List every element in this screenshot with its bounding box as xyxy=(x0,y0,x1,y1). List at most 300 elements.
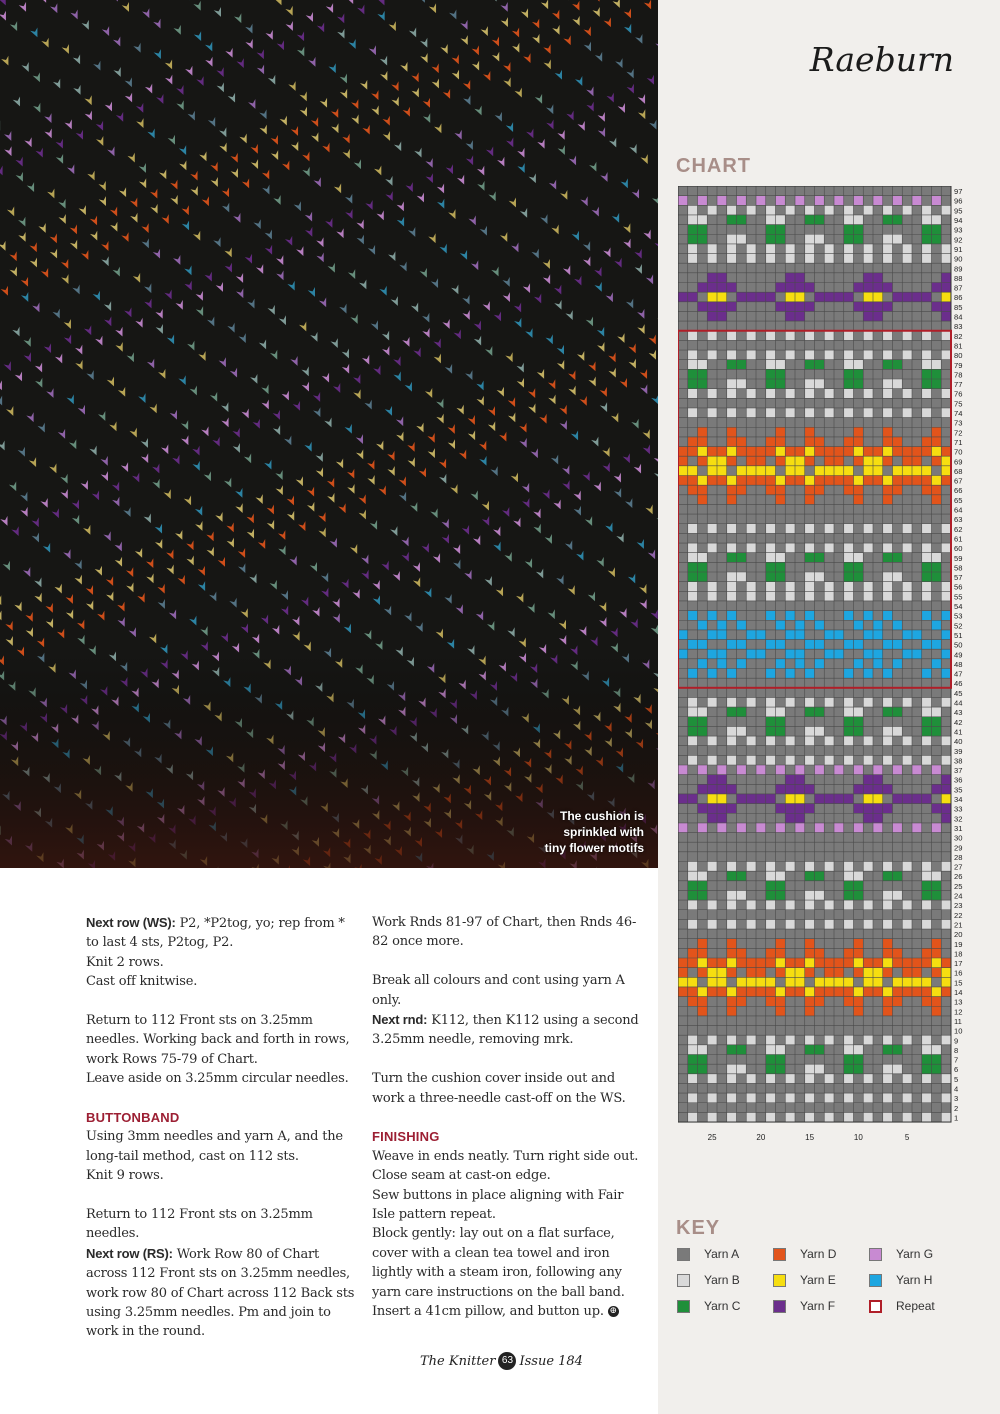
chart-cell xyxy=(922,524,932,534)
chart-cell xyxy=(737,292,747,302)
chart-cell xyxy=(727,553,737,563)
chart-cell xyxy=(932,881,942,891)
chart-cell xyxy=(854,948,864,958)
chart-cell xyxy=(717,775,727,785)
chart-cell xyxy=(932,804,942,814)
chart-cell xyxy=(873,311,883,321)
chart-cell xyxy=(932,640,942,650)
chart-cell xyxy=(698,379,708,389)
chart-cell xyxy=(883,726,893,736)
chart-cell xyxy=(727,215,737,225)
row-number: 86 xyxy=(954,293,963,303)
chart-cell xyxy=(922,582,932,592)
chart-cell xyxy=(863,977,873,987)
chart-cell xyxy=(824,331,834,341)
chart-cell xyxy=(815,447,825,457)
chart-cell xyxy=(854,456,864,466)
chart-cell xyxy=(912,466,922,476)
chart-cell xyxy=(883,611,893,621)
chart-cell xyxy=(883,958,893,968)
chart-cell xyxy=(688,919,698,929)
chart-cell xyxy=(737,997,747,1007)
chart-cell xyxy=(746,466,756,476)
issue-number: Issue 184 xyxy=(519,1353,583,1369)
chart-cell xyxy=(805,476,815,486)
chart-cell xyxy=(746,543,756,553)
chart-cell xyxy=(795,447,805,457)
chart-cell xyxy=(815,890,825,900)
chart-cell xyxy=(688,331,698,341)
chart-cell xyxy=(805,524,815,534)
chart-cell xyxy=(844,669,854,679)
chart-cell xyxy=(766,1093,776,1103)
chart-cell xyxy=(727,640,737,650)
chart-cell xyxy=(824,476,834,486)
chart-cell xyxy=(698,495,708,505)
chart-cell xyxy=(873,813,883,823)
chart-cell xyxy=(883,234,893,244)
chart-cell xyxy=(795,466,805,476)
chart-cell xyxy=(678,958,688,968)
chart-cell xyxy=(737,553,747,563)
chart-cell xyxy=(727,1112,737,1122)
chart-cell xyxy=(844,331,854,341)
chart-cell xyxy=(922,205,932,215)
chart-cell xyxy=(922,736,932,746)
chart-cell xyxy=(688,254,698,264)
chart-cell xyxy=(932,1045,942,1055)
chart-cell xyxy=(824,254,834,264)
chart-cell xyxy=(756,765,766,775)
chart-cell xyxy=(863,292,873,302)
chart-cell xyxy=(766,1112,776,1122)
chart-cell xyxy=(922,543,932,553)
chart-cell xyxy=(863,611,873,621)
row-number: 65 xyxy=(954,495,963,505)
chart-cell xyxy=(707,804,717,814)
chart-cell xyxy=(883,408,893,418)
chart-cell xyxy=(883,900,893,910)
chart-cell xyxy=(815,553,825,563)
chart-cell xyxy=(854,958,864,968)
row-number: 97 xyxy=(954,187,963,197)
chart-cell xyxy=(766,717,776,727)
chart-cell xyxy=(746,755,756,765)
chart-cell xyxy=(893,659,903,669)
chart-cell xyxy=(805,871,815,881)
chart-cell xyxy=(688,379,698,389)
chart-cell xyxy=(766,408,776,418)
chart-cell xyxy=(678,649,688,659)
chart-cell xyxy=(678,292,688,302)
chart-cell xyxy=(941,784,951,794)
chart-cell xyxy=(727,862,737,872)
chart-cell xyxy=(805,804,815,814)
chart-cell xyxy=(844,562,854,572)
chart-cell xyxy=(873,958,883,968)
chart-cell xyxy=(717,302,727,312)
chart-cell xyxy=(873,447,883,457)
chart-cell xyxy=(854,1064,864,1074)
chart-cell xyxy=(766,476,776,486)
chart-cell xyxy=(844,447,854,457)
chart-cell xyxy=(688,476,698,486)
chart-cell xyxy=(766,987,776,997)
chart-cell xyxy=(785,630,795,640)
chart-cell xyxy=(805,360,815,370)
chart-cell xyxy=(756,196,766,206)
chart-cell xyxy=(727,890,737,900)
chart-cell xyxy=(941,331,951,341)
chart-cell xyxy=(844,958,854,968)
chart-cell xyxy=(844,755,854,765)
chart-cell xyxy=(678,456,688,466)
chart-cell xyxy=(883,669,893,679)
chart-cell xyxy=(912,649,922,659)
chart-cell xyxy=(688,1093,698,1103)
chart-cell xyxy=(941,1074,951,1084)
chart-cell xyxy=(698,968,708,978)
chart-cell xyxy=(795,630,805,640)
row-number: 4 xyxy=(954,1084,959,1094)
chart-cell xyxy=(922,1045,932,1055)
row-number: 46 xyxy=(954,679,963,689)
chart-cell xyxy=(737,987,747,997)
chart-cell xyxy=(902,205,912,215)
chart-cell xyxy=(727,939,737,949)
chart-cell xyxy=(873,620,883,630)
row-number: 22 xyxy=(954,910,963,920)
chart-cell xyxy=(902,736,912,746)
chart-cell xyxy=(746,987,756,997)
chart-cell xyxy=(766,447,776,457)
chart-cell xyxy=(727,611,737,621)
chart-cell xyxy=(883,456,893,466)
chart-cell xyxy=(746,244,756,254)
chart-cell xyxy=(932,890,942,900)
photo-caption xyxy=(464,808,644,856)
chart-cell xyxy=(941,919,951,929)
chart-cell xyxy=(776,485,786,495)
chart-cell xyxy=(902,1093,912,1103)
chart-cell xyxy=(688,697,698,707)
color-swatch xyxy=(677,1274,690,1287)
chart-cell xyxy=(844,553,854,563)
chart-cell xyxy=(844,1074,854,1084)
chart-cell xyxy=(746,350,756,360)
chart-cell xyxy=(854,553,864,563)
chart-cell xyxy=(932,1064,942,1074)
column-label: 25 xyxy=(707,1133,717,1143)
chart-cell xyxy=(854,717,864,727)
chart-cell xyxy=(893,948,903,958)
chart-cell xyxy=(902,958,912,968)
chart-cell xyxy=(698,640,708,650)
chart-cell xyxy=(707,649,717,659)
chart-cell xyxy=(912,765,922,775)
chart-cell xyxy=(727,669,737,679)
chart-cell xyxy=(776,476,786,486)
chart-cell xyxy=(785,476,795,486)
key-label: Yarn A xyxy=(704,1247,740,1261)
chart-cell xyxy=(776,726,786,736)
chart-cell xyxy=(854,784,864,794)
chart-cell xyxy=(932,659,942,669)
chart-cell xyxy=(795,775,805,785)
chart-cell xyxy=(893,466,903,476)
chart-cell xyxy=(883,283,893,293)
chart-cell xyxy=(893,234,903,244)
chart-cell xyxy=(863,254,873,264)
chart-cell xyxy=(902,977,912,987)
chart-cell xyxy=(893,987,903,997)
chart-cell xyxy=(766,958,776,968)
chart-cell xyxy=(766,1064,776,1074)
chart-cell xyxy=(727,572,737,582)
key-label: Yarn B xyxy=(704,1273,740,1287)
chart-cell xyxy=(805,726,815,736)
chart-cell xyxy=(854,302,864,312)
chart-cell xyxy=(834,292,844,302)
chart-cell xyxy=(844,292,854,302)
chart-cell xyxy=(717,311,727,321)
chart-cell xyxy=(805,408,815,418)
row-number: 60 xyxy=(954,544,963,554)
chart-cell xyxy=(922,611,932,621)
chart-cell xyxy=(922,948,932,958)
chart-cell xyxy=(785,697,795,707)
chart-cell xyxy=(805,669,815,679)
chart-cell xyxy=(766,360,776,370)
chart-cell xyxy=(805,1035,815,1045)
chart-cell xyxy=(854,1055,864,1065)
row-number: 73 xyxy=(954,418,963,428)
chart-cell xyxy=(941,900,951,910)
chart-cell xyxy=(707,311,717,321)
pattern-title: Raeburn xyxy=(809,40,954,79)
chart-cell xyxy=(854,987,864,997)
chart-cell xyxy=(815,215,825,225)
chart-cell xyxy=(922,254,932,264)
chart-cell xyxy=(922,717,932,727)
row-number: 30 xyxy=(954,833,963,843)
row-number: 34 xyxy=(954,795,963,804)
row-number: 84 xyxy=(954,312,963,322)
chart-cell xyxy=(922,466,932,476)
chart-cell xyxy=(941,292,951,302)
chart-cell xyxy=(893,823,903,833)
chart-cell xyxy=(824,389,834,399)
chart-cell xyxy=(698,572,708,582)
chart-cell xyxy=(941,736,951,746)
chart-cell xyxy=(688,611,698,621)
chart-cell xyxy=(727,485,737,495)
row-number: 13 xyxy=(954,997,963,1007)
row-number: 67 xyxy=(954,476,963,486)
chart-heading: CHART xyxy=(676,155,751,177)
chart-cell xyxy=(766,524,776,534)
chart-cell xyxy=(756,456,766,466)
chart-cell xyxy=(824,968,834,978)
chart-cell xyxy=(727,997,737,1007)
column-label: 15 xyxy=(805,1133,815,1143)
chart-cell xyxy=(854,871,864,881)
chart-cell xyxy=(941,775,951,785)
chart-cell xyxy=(785,456,795,466)
chart-cell xyxy=(785,591,795,601)
chart-cell xyxy=(688,900,698,910)
chart-cell xyxy=(824,524,834,534)
chart-cell xyxy=(873,456,883,466)
chart-cell xyxy=(688,524,698,534)
chart-cell xyxy=(863,1074,873,1084)
chart-cell xyxy=(941,630,951,640)
chart-cell xyxy=(785,784,795,794)
chart-cell xyxy=(698,1045,708,1055)
chart-cell xyxy=(824,1093,834,1103)
chart-cell xyxy=(922,408,932,418)
chart-cell xyxy=(893,476,903,486)
row-number: 7 xyxy=(954,1055,959,1065)
chart-cell xyxy=(737,360,747,370)
chart-cell xyxy=(746,1093,756,1103)
chart-cell xyxy=(873,476,883,486)
chart-cell xyxy=(932,283,942,293)
chart-cell xyxy=(678,630,688,640)
chart-cell xyxy=(824,919,834,929)
chart-cell xyxy=(873,784,883,794)
key-heading: KEY xyxy=(676,1217,721,1239)
chart-cell xyxy=(844,1055,854,1065)
chart-cell xyxy=(766,997,776,1007)
chart-cell xyxy=(834,823,844,833)
chart-cell xyxy=(893,871,903,881)
chart-cell xyxy=(766,562,776,572)
chart-cell xyxy=(727,254,737,264)
chart-cell xyxy=(941,669,951,679)
chart-cell xyxy=(727,582,737,592)
chart-cell xyxy=(932,360,942,370)
chart-cell xyxy=(698,215,708,225)
chart-cell xyxy=(785,968,795,978)
chart-cell xyxy=(678,196,688,206)
chart-cell xyxy=(932,958,942,968)
chart-cell xyxy=(941,804,951,814)
chart-cell xyxy=(941,254,951,264)
chart-cell xyxy=(932,726,942,736)
chart-cell xyxy=(863,669,873,679)
chart-cell xyxy=(932,948,942,958)
chart-cell xyxy=(707,784,717,794)
chart-cell xyxy=(746,900,756,910)
chart-cell xyxy=(932,620,942,630)
chart-cell xyxy=(932,765,942,775)
chart-cell xyxy=(746,524,756,534)
instructions-left-column xyxy=(86,913,358,1361)
chart-cell xyxy=(883,968,893,978)
chart-cell xyxy=(766,977,776,987)
chart-cell xyxy=(873,196,883,206)
chart-cell xyxy=(707,292,717,302)
chart-cell xyxy=(863,205,873,215)
chart-cell xyxy=(737,466,747,476)
row-number: 83 xyxy=(954,322,963,332)
chart-cell xyxy=(688,1045,698,1055)
chart-cell xyxy=(922,919,932,929)
chart-cell xyxy=(922,1093,932,1103)
chart-cell xyxy=(717,784,727,794)
chart-cell xyxy=(737,476,747,486)
chart-cell xyxy=(795,273,805,283)
chart-cell xyxy=(932,707,942,717)
chart-cell xyxy=(795,958,805,968)
chart-cell xyxy=(698,369,708,379)
chart-cell xyxy=(688,582,698,592)
chart-cell xyxy=(805,611,815,621)
chart-cell xyxy=(815,640,825,650)
chart-cell xyxy=(824,408,834,418)
chart-cell xyxy=(922,572,932,582)
chart-cell xyxy=(844,919,854,929)
chart-cell xyxy=(854,360,864,370)
row-number: 90 xyxy=(954,254,963,264)
chart-cell xyxy=(737,234,747,244)
chart-cell xyxy=(785,1035,795,1045)
row-number: 54 xyxy=(954,602,963,611)
chart-cell xyxy=(922,900,932,910)
chart-cell xyxy=(824,1035,834,1045)
chart-cell xyxy=(834,968,844,978)
chart-cell xyxy=(834,987,844,997)
chart-cell xyxy=(717,968,727,978)
chart-cell xyxy=(854,620,864,630)
chart-cell xyxy=(941,447,951,457)
chart-cell xyxy=(893,215,903,225)
chart-cell xyxy=(785,331,795,341)
key-label: Yarn F xyxy=(800,1299,836,1313)
chart-cell xyxy=(707,350,717,360)
chart-cell xyxy=(883,755,893,765)
chart-cell xyxy=(893,726,903,736)
chart-cell xyxy=(688,553,698,563)
row-number: 59 xyxy=(954,553,963,563)
chart-cell xyxy=(922,1055,932,1065)
chart-cell xyxy=(844,640,854,650)
chart-cell xyxy=(795,804,805,814)
chart-cell xyxy=(815,659,825,669)
chart-cell xyxy=(805,987,815,997)
chart-cell xyxy=(922,225,932,235)
chart-cell xyxy=(824,1112,834,1122)
row-number: 18 xyxy=(954,949,963,959)
chart-cell xyxy=(698,196,708,206)
chart-cell xyxy=(688,871,698,881)
chart-cell xyxy=(854,437,864,447)
chart-cell xyxy=(863,630,873,640)
row-number: 23 xyxy=(954,901,963,911)
row-number: 85 xyxy=(954,302,963,312)
color-swatch xyxy=(677,1300,690,1313)
chart-cell xyxy=(776,717,786,727)
row-number: 9 xyxy=(954,1036,959,1046)
chart-cell xyxy=(863,476,873,486)
row-number: 41 xyxy=(954,727,963,737)
row-number: 91 xyxy=(954,244,963,254)
chart-cell xyxy=(883,1074,893,1084)
chart-cell xyxy=(746,794,756,804)
key-item xyxy=(869,1247,933,1261)
chart-cell xyxy=(707,669,717,679)
